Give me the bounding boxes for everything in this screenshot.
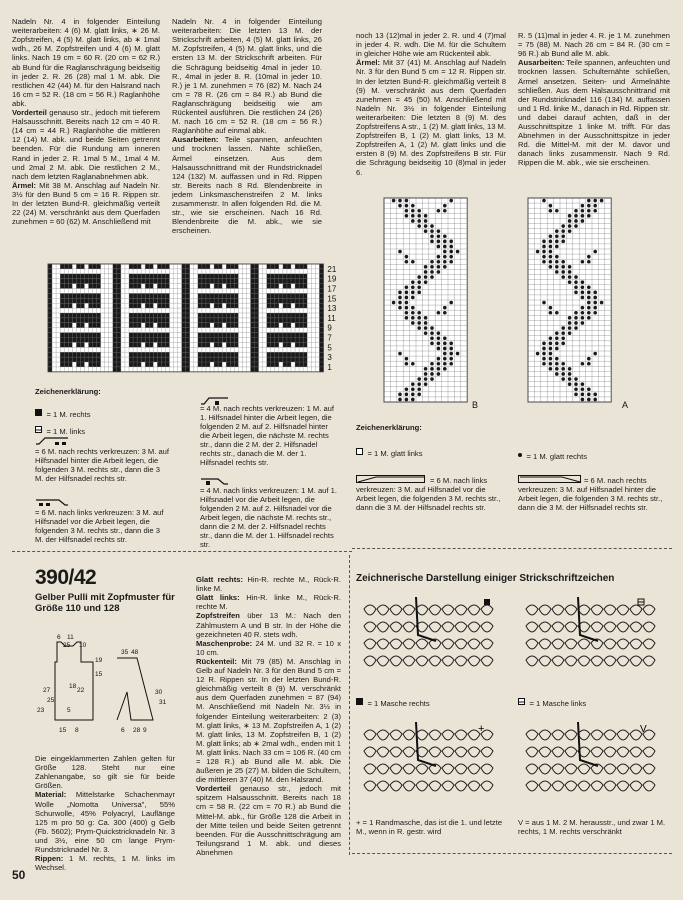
row-label: 15 xyxy=(327,294,337,304)
empty-square-icon xyxy=(356,448,363,455)
cross-6-left-icon xyxy=(35,497,69,507)
row-label: 1 xyxy=(327,362,332,372)
col2-text: Nadeln Nr. 4 in folgender Einteilung weiterarbeiten: Die letzten 13 M. der Strickschrift arbeiten, 4 (5) M. glatt links, 26 M. Zopfstreifen, 4 (5) M. glatt links, und die ersten 13 M. der Strickschrift arbeiten. Für die Schrägung beidseitig 4mal in jeder 10. R., 4mal in jeder 8. R. (10mal in jeder 10. R.) je 1 M. zunehmen = 76 (82) M. Nach 24 cm = 78 R. (26 cm = 84 R.) ab Bund die Raglanschrägung beidseitig wie am Rückenteil ausführen. Die restlichen 24 (26) M. nach 16 cm = 52 R. (18 cm = 56 R.) Raglanhöhe auf einmal abk. Ausarbeiten: Teile spannen, anfeuchten und trocknen lassen. Nähte schließen, Ärmel einsetzen. Aus dem Halsausschnittrand mit der Rundstricknadel 124 (132) M. auffassen und in Rd. Rippen str. Bereits nach 8 Rd. Blendenbreite in jedem Linksmaschenstreifen 2 M. links zusammenstr. In allen folgenden Rd. die M. str., wie sie erscheinen. Nach 16 Rd. Blendenbreite die M. abk., wie sie erscheinen. xyxy=(172,17,322,236)
svg-text:10: 10 xyxy=(79,642,87,649)
cable-pattern-a-chart xyxy=(526,196,634,411)
divider-vertical xyxy=(349,555,350,855)
cross-6-right-icon xyxy=(35,436,69,446)
svg-text:31: 31 xyxy=(159,699,167,706)
black-square-icon xyxy=(35,409,42,416)
legend1-item-cross-left: = 6 M. nach links verkreuzen: 3 M. auf Hilfsnadel vor die Arbeit legen, die folgenden 3 M. rechts str., dann die 3 M. der Hilfsnadel rechts str. xyxy=(35,508,164,544)
legend1b-item-1: = 4 M. nach links verkreuzen: 1 M. auf 1. Hilfsnadel vor die Arbeit legen, die folgenden 2 M. auf 2. Hilfsnadel vor die Arbeit legen, die nächste M. rechts str., dann die 2 M. der 2. Hilfsnadel rechts str., dann die M. der 1. Hilfsnadel rechts str. xyxy=(200,486,337,549)
stitch-drawing-2 xyxy=(518,595,668,683)
col3-text: noch 13 (12)mal in jeder 2. R. und 4 (7)mal in jeder 4. R. wdh. Die M. für die Schultern in gleicher Höhe wie am Rückenteil abk. Ärmel: Mit 37 (41) M. Anschlag auf Nadeln Nr. 3 für den Bund 5 cm = 12 R. Rippen str. In der letzten Bund-R. gleichmäßig verteilt 8 (9) M. verschränkt aus dem Querfaden zunehmen = 45 (50) M. Anschließend mit Nadeln Nr. 3½ in folgender Einteilung weiterarbeiten: Die letzten 8 (9) M. des Zopfstreifens A str., 1 (2) M. glatt links, 13 M. Zopfstreifen B, 1 (2) M. glatt links, 13 M. Zopfstreifen A, 1 (2) M. glatt links und die ersten 8 (9) M. des Zopfstreifens B str. Für die Schrägung beidseitig 10 (8)mal in jeder 6. xyxy=(356,31,506,177)
garment-schematic xyxy=(35,632,175,740)
svg-text:28: 28 xyxy=(133,727,141,734)
legend2-cross-right: = 6 M. nach links verkreuzen: 3 M. auf Hilfsnadel vor die Arbeit legen, die folgenden 3 M. rechts str., dann die 3 M. der Hilfsnadel rechts str. xyxy=(356,476,501,512)
svg-text:48: 48 xyxy=(131,649,139,656)
model-number: 390/42 xyxy=(35,566,97,589)
drawing-caption-1: = 1 Masche rechts xyxy=(356,693,430,711)
svg-text:19: 19 xyxy=(95,657,103,664)
svg-text:18: 18 xyxy=(69,683,77,690)
row-label: 3 xyxy=(327,353,332,363)
svg-text:25: 25 xyxy=(47,697,55,704)
legend1-item-links: = 1 M. links xyxy=(35,421,85,439)
stitch-drawing-3 xyxy=(356,720,506,808)
svg-text:6: 6 xyxy=(57,634,61,641)
svg-text:V: V xyxy=(640,724,647,735)
row-label: 19 xyxy=(327,274,337,284)
svg-text:15: 15 xyxy=(59,727,67,734)
svg-text:22: 22 xyxy=(77,687,85,694)
legend2-title: Zeichenerklärung: xyxy=(356,423,422,432)
cable-pattern-chart xyxy=(46,260,346,378)
row-label: 5 xyxy=(327,343,332,353)
minus-square-icon xyxy=(518,698,525,705)
col4-text: R. 5 (11)mal in jeder 4. R. je 1 M. zunehmen = 75 (88) M. Nach 26 cm = 84 R. (30 cm = 96 R.) ab Bund alle M. abk. Ausarbeiten: Teile spannen, anfeuchten und trocknen lassen. Schulternähte schließen, Ärmel ansetzen. Seiten- und Ärmelnähte schließen. Aus dem Halsausschnittrand mit der Rundstricknadel 116 (134) M. auffassen und 1 Rd. linke M., danach in Rd. Rippen str. und dabei darauf achten, daß in der Ausschnittspitze 1 linke M. trifft. Für das Abnehmen in der Ausschnittspitze in jeder Rd. die Mittel-M. mit der M. davor und danach links zusammenstr. Nach 9 Rd. Rippen die M. abk., wie sie erscheinen. xyxy=(518,31,670,168)
model-col2-text: Glatt rechts: Hin-R. rechte M., Rück-R. linke M. Glatt links: Hin-R. linke M., Rück-R. rechte M. Zopfstreifen über 13 M.: Nach den Zählmustern A und B str. In der Höhe die gezeichneten 40 R. stets wdh. Maschenprobe: 24 M. und 32 R. = 10 x 10 cm. Rückenteil: Mit 79 (85) M. Anschlag in Gelb auf Nadeln Nr. 3 für den Bund 5 cm = 12 R. Rippen str. In der letzten Bund-R. gleichmäßig verteilt 8 (9) M. verschränkt aus dem Querfaden zunehmen = 87 (94) M. Anschließend mit Nadeln Nr. 3½ in folgender Einteilung weiterarbeiten: 2 (3) M. glatt links, ∗ 13 M. Zopfstreifen A, 1 (2) M. glatt links, 13 M. Zopfstreifen B, 1 (2) M. glatt links; ab ∗ 2mal wdh., enden mit 1 M. glatt links. Nach 33 cm = 106 R. (40 cm = 128 R.) ab Bund alle M. abk. Die äußeren je 25 (27) M. bilden die Schultern, die mittleren 37 (40) M. den Halsrand. Vorderteil genauso str., jedoch mit spitzem Halsausschnitt. Bereits nach 18 cm = 58 R. (22 cm = 70 R.) ab Bund die Mittel-M. abk., für Größe 128 die Arbeit in der Mitte teilen und beide Seiten getrennt beenden. Für die Ausschnittschrägung am Teilungsrand 1 M. abk. und dieses Abnehmen xyxy=(196,575,342,857)
stitch-drawing-1 xyxy=(356,595,506,683)
svg-text:30: 30 xyxy=(155,689,163,696)
legend1-item-rechts: = 1 M. rechts xyxy=(35,404,91,422)
drawing-caption-2: = 1 Masche links xyxy=(518,693,586,711)
divider-middle-right xyxy=(352,548,672,549)
svg-text:6: 6 xyxy=(121,727,125,734)
svg-text:+: + xyxy=(478,723,485,735)
col1-text: Nadeln Nr. 4 in folgender Einteilung weiterarbeiten: 4 (6) M. glatt links, ∗ 26 M. Zopfstreifen, 4 (5) M. glatt links, ab ∗ 1mal wdh., 26 M. Zopfstreifen und 4 (6) M. glatt links. Nach 19 cm = 60 R. (20 cm = 62 R.) ab Bund für die Raglanschrägung beidseitig in jeder 2. R. 26 (28) mal 1 M. abk. Die restlichen 42 (44) M. für den Halsrand nach 16 cm = 52 R. (18 cm = 56 R.) Raglanhöhe abk. Vorderteil genauso str., jedoch mit tieferem Halsausschnitt. Bereits nach 12 cm = 40 R. (14 cm = 44 R.) Raglanhöhe die mittleren 12 (14) M. abk. und beide Seiten getrennt beenden. Für die Rundung am inneren Rand in jeder 2. R. 1mal 5 M., 1mal 4 M. und 2mal 2 M. abk. Die restlichen 2 M., nach dem letzten Raglanabnehmen abk. Ärmel: Mit 38 M. Anschlag auf Nadeln Nr. 3½ für den Bund 5 cm = 16 R. Rippen str. In der letzten Bund-R. gleichmäßig verteilt 22 (24) M. verschränkt aus dem Querfaden zunehmen = 60 (62) M. Anschließend mit xyxy=(12,17,160,227)
page-number: 50 xyxy=(12,868,26,882)
label-b: B xyxy=(472,400,479,410)
svg-text:35: 35 xyxy=(121,649,129,656)
cable-pattern-b-chart xyxy=(382,196,482,411)
row-label: 13 xyxy=(327,304,337,314)
row-label: 21 xyxy=(327,264,337,274)
black-square-icon xyxy=(356,698,363,705)
svg-text:27: 27 xyxy=(43,687,51,694)
row-label: 9 xyxy=(327,323,332,333)
legend2-cross-left: = 6 M. nach rechts verkreuzen: 3 M. auf Hilfsnadel hinter die Arbeit legen, die folgenden 3 M. rechts str., dann die 3 M. der Hilfsnadel rechts str. xyxy=(518,476,663,512)
divider-bottom xyxy=(352,853,672,854)
label-a: A xyxy=(622,400,629,410)
stitch-drawing-4 xyxy=(518,720,668,808)
model-intro-text: Die eingeklammerten Zahlen gelten für Größe 128. Steht nur eine Zahlenangabe, so gilt sie für beide Größen. Material: Mittelstarke Schachenmayr Wolle „Nomotta Universa", 55% Schurwolle, 45% Polyacryl, Lauflänge 125 m pro 50 g: Ca. 300 (400) g Gelb (Fb. 5602); Prym-Quickstricknadeln Nr. 3 und 3½, eine 50 cm lange Prym-Rundstricknadel Nr. 3. Rippen: 1 M. rechts, 1 M. links im Wechsel. xyxy=(35,754,175,873)
svg-text:25: 25 xyxy=(63,642,71,649)
drawing-caption-3: + = 1 Randmasche, das ist die 1. und letzte M., wenn in R. gestr. wird xyxy=(356,818,503,836)
row-label: 17 xyxy=(327,284,337,294)
divider-middle xyxy=(12,551,352,552)
legend1-title: Zeichenerklärung: xyxy=(35,387,101,396)
drawings-title: Zeichnerische Darstellung einiger Strickschriftzeichen xyxy=(356,573,615,584)
svg-text:9: 9 xyxy=(143,727,147,734)
drawing-caption-4: V = aus 1 M. 2 M. herausstr., und zwar 1 M. rechts, 1 M. rechts verschränkt xyxy=(518,818,666,836)
minus-square-icon xyxy=(35,426,42,433)
model-title: Gelber Pulli mit Zopfmuster für Größe 110 und 128 xyxy=(35,592,175,614)
row-label: 11 xyxy=(327,313,336,323)
legend1-item-cross-right: = 6 M. nach rechts verkreuzen: 3 M. auf Hilfsnadel hinter die Arbeit legen, die folgenden 3 M. rechts str., dann die 3 M. der Hilfsnadel rechts str. xyxy=(35,447,170,483)
dot-icon xyxy=(518,453,522,457)
cross-4-left-icon xyxy=(200,476,230,486)
legend1b-item-0: = 4 M. nach rechts verkreuzen: 1 M. auf 1. Hilfsnadel hinter die Arbeit legen, die folgenden 2 M. auf 2. Hilfsnadel hinter die Arbeit legen, die nächste M. rechts str., dann die 2 M. der 2. Hilfsnadel rechts str., danach die M. der 1. Hilfsnadel rechts str. xyxy=(200,404,335,467)
legend2-glatt-links: = 1 M. glatt links xyxy=(356,443,423,461)
svg-text:23: 23 xyxy=(37,707,45,714)
svg-text:8: 8 xyxy=(75,727,79,734)
row-label: 7 xyxy=(327,333,332,343)
svg-text:11: 11 xyxy=(67,634,74,641)
svg-text:15: 15 xyxy=(95,671,103,678)
svg-text:5: 5 xyxy=(67,707,71,714)
legend2-glatt-rechts: = 1 M. glatt rechts xyxy=(518,446,587,464)
